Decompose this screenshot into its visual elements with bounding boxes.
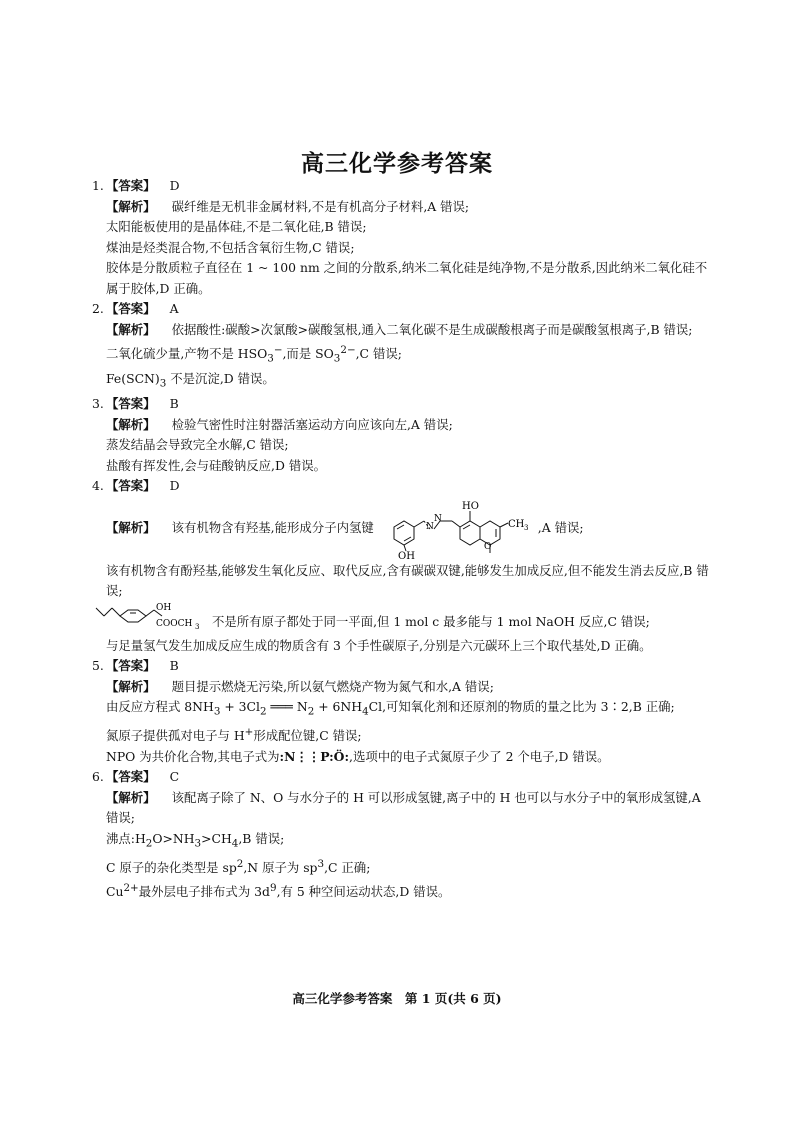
page-title: 高三化学参考答案: [301, 150, 493, 177]
q3-answer: [92, 394, 712, 415]
q6-number: 6.: [92, 769, 104, 785]
q5-line-4: NPO 为共价化合物,其电子式为:N⋮⋮P:Ö:,选项中的电子式氮原子少了 2 个电子,D 错误。: [106, 748, 610, 764]
q2-number: 2.: [92, 301, 104, 316]
q4-answer-value: D: [169, 478, 180, 494]
svg-text:COOCH: COOCH: [156, 618, 193, 629]
svg-text:OH: OH: [156, 602, 172, 613]
q2-analysis: [92, 320, 712, 395]
q5-analysis: [92, 677, 712, 768]
q1-answer-value: D: [169, 178, 180, 193]
q6-line-4: $Cu^{2+}$最外层电子排布式为 $3d^9$,有 5 种空间运动状态,D 错误。: [106, 882, 451, 900]
npo-electron-formula: :N⋮⋮P:Ö:: [279, 748, 350, 764]
q2-line: 依据酸性:碳酸>次氯酸>碳酸氢根,通入二氧化碳不是生成碳酸根离子而是碳酸氢根离子,B 错误;: [171, 321, 693, 337]
q3-answer-value: B: [169, 396, 179, 412]
answer-label: 【答案】: [106, 658, 156, 674]
analysis-label: 【解析】: [106, 198, 156, 214]
q5-answer: [92, 656, 712, 677]
svg-text:OH: OH: [397, 550, 415, 561]
q6-answer-value: C: [169, 769, 180, 785]
q4-line-1: 【解析】 该有机物含有羟基,能形成分子内氢键 HO OH N N O CH 3 ,A 错误;: [106, 497, 712, 561]
answer-label: 【答案】: [106, 478, 156, 494]
q3-line: 检验气密性时注射器活塞运动方向应该向左,A 错误;: [171, 416, 453, 432]
answer-label: 【答案】: [106, 178, 156, 193]
page-footer: 高三化学参考答案 第 1 页(共 6 页): [292, 991, 502, 1006]
analysis-label: 【解析】: [106, 789, 156, 805]
svg-text:CH: CH: [507, 518, 525, 530]
q5-line: 题目提示燃烧无污染,所以氨气燃烧产物为氮气和水,A 错误;: [171, 678, 494, 694]
q4-analysis: [92, 497, 712, 657]
q4-line-2: 该有机物含有酚羟基,能够发生氧化反应、取代反应,含有碳碳双键,能够发生加成反应,但不能发生消去反应,B 错误;: [106, 562, 709, 599]
q2-answer: [92, 299, 712, 320]
q3-analysis: [92, 415, 712, 477]
q6-answer: [92, 767, 712, 788]
svg-text:N: N: [433, 513, 442, 524]
answer-content: [92, 176, 712, 903]
answer-label: 【答案】: [106, 301, 156, 316]
q1-line: 碳纤维是无机非金属材料,不是有机高分子材料,A 错误;: [171, 198, 470, 214]
q1-line: 太阳能板使用的是晶体硅,不是二氧化硅,B 错误;: [106, 219, 367, 234]
q2-line-3: $Fe(SCN)_3$ 不是沉淀,D 错误。: [106, 371, 275, 390]
analysis-label: 【解析】: [106, 416, 156, 432]
coumarin-hydrazone-structure: [384, 497, 534, 561]
q2-answer-value: A: [169, 301, 179, 316]
analysis-label: 【解析】: [106, 678, 156, 694]
q3-line: 蒸发结晶会导致完全水解,C 错误;: [106, 437, 289, 453]
q5-line-3: 氮原子提供孤对电子与 H+形成配位键,C 错误;: [106, 726, 362, 744]
analysis-label: 【解析】: [106, 520, 156, 536]
q5-number: 5.: [92, 658, 104, 674]
q6-analysis: [92, 788, 712, 903]
q1-answer: [92, 176, 712, 197]
svg-text:O: O: [483, 541, 492, 552]
q6-line-3: C 原子的杂化类型是 $sp^2,N$ 原子为 $sp^3,C$ 正确;: [106, 857, 371, 875]
svg-text:HO: HO: [461, 500, 479, 512]
q3-line: 盐酸有挥发性,会与硅酸钠反应,D 错误。: [106, 457, 326, 473]
svg-text:3: 3: [195, 622, 200, 631]
answer-label: 【答案】: [106, 769, 156, 785]
q5-answer-value: B: [169, 658, 179, 674]
q1-number: 1.: [92, 178, 104, 193]
svg-text:3: 3: [523, 523, 529, 532]
ibuprofen-ester-structure: [92, 602, 212, 636]
analysis-label: 【解析】: [106, 321, 156, 337]
q4-number: 4.: [92, 478, 104, 494]
q4-line-3: OH COOCH 3 不是所有原子都处于同一平面,但 1 mol c 最多能与 1 mol NaOH 反应,C 错误;: [106, 602, 712, 636]
q3-number: 3.: [92, 396, 104, 412]
q6-line-2: 沸点$:H_2O>NH_3>CH_4,B$ 错误;: [106, 830, 285, 850]
q1-analysis: [92, 197, 712, 300]
q6-line: 该配离子除了 N、O 与水分子的 H 可以形成氢键,离子中的 H 也可以与水分子中的氧形成氢键,A 错误;: [106, 789, 701, 826]
answer-label: 【答案】: [106, 396, 156, 412]
q4-answer: [92, 476, 712, 497]
q2-line-2: 二氧化硫少量,产物不是 $HSO_3^-$,而是 $SO_3^{2-},C$ 错误;: [106, 344, 402, 365]
q4-line-4: 与足量氢气发生加成反应生成的物质含有 3 个手性碳原子,分别是六元碳环上三个取代基处,D 正确。: [106, 637, 652, 653]
svg-text:N: N: [425, 521, 434, 532]
q5-line-2: 由反应方程式 $8NH_3 + 3Cl_2$ ═══ $N_2 + 6NH_4Cl$,可知氧化剂和还原剂的物质的量之比为 3∶2,B 正确;: [106, 699, 675, 718]
q1-line: 胶体是分散质粒子直径在 1 ~ 100 nm 之间的分散系,纳米二氧化硅是纯净物,不是分散系,因此纳米二氧化硅不属于胶体,D 正确。: [106, 260, 708, 296]
q1-line: 煤油是烃类混合物,不包括含氧衍生物,C 错误;: [106, 239, 355, 255]
